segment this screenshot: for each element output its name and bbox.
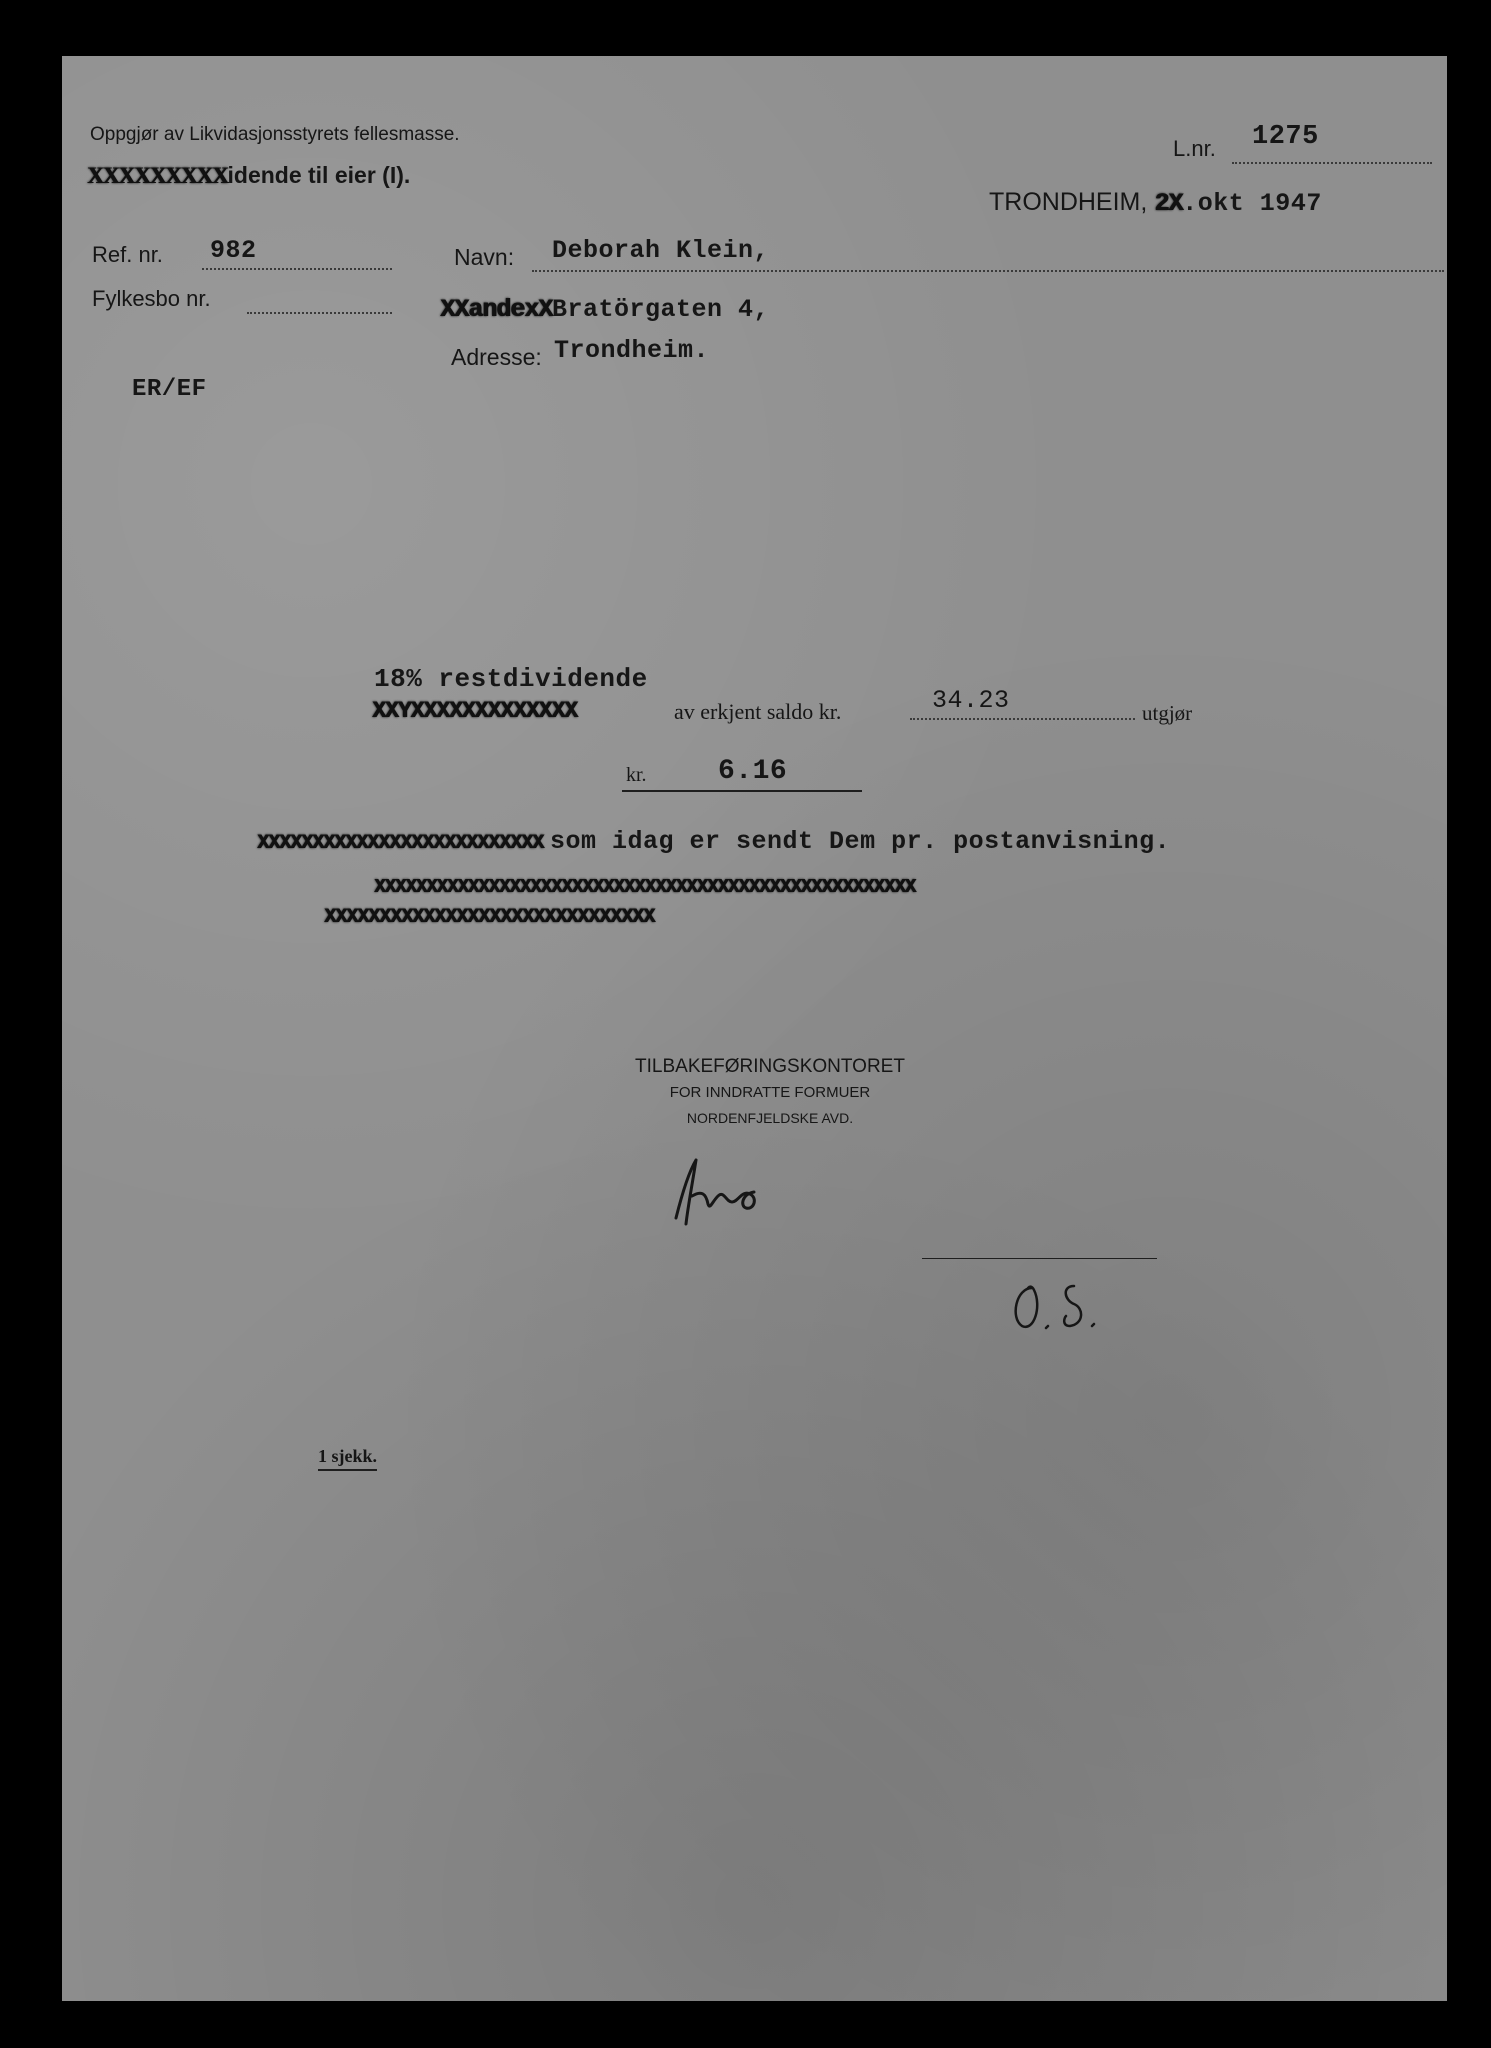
struck-text: XXXXXXXXX: [87, 163, 228, 188]
saldo-label: av erkjent saldo kr.: [674, 699, 842, 724]
enclosure: 1 sjekk.: [318, 1446, 377, 1471]
struck-line: XXXXXXXXXXXXXXXXXXXXXXXXXXXXXXXXXXXXXXXXXXXXXXXXXXXX: [374, 876, 915, 898]
stamp-line-2: FOR INNDRATTE FORMUER: [669, 1084, 871, 1101]
saldo-line: [372, 696, 577, 724]
struck-text: XXYXXXXXXXXXXXXX: [372, 698, 577, 724]
navn-label: Navn:: [454, 244, 515, 270]
initials-signature: [1002, 1268, 1122, 1338]
document-page: [62, 56, 1447, 2001]
postanvisning-text: som idag er sendt Dem pr. postanvisning.: [550, 827, 1171, 856]
lnr-label: L.nr.: [1173, 136, 1216, 161]
dividend-typed: 18% restdividende: [374, 664, 648, 694]
stamp-line-3: NORDENFJELDSKE AVD.: [686, 1110, 854, 1126]
ref-dotted-line: [202, 268, 392, 270]
fylkesbo-label: Fylkesbo nr.: [92, 286, 211, 311]
ref-value: 982: [210, 236, 257, 265]
struck-date: 2X: [1154, 189, 1183, 218]
signature: [662, 1146, 802, 1236]
date: .okt 1947: [1182, 189, 1322, 218]
lnr-dotted-line: [1232, 162, 1432, 164]
saldo-dotted-line: [910, 718, 1135, 720]
kr-label: kr.: [626, 764, 647, 786]
lnr-value: 1275: [1252, 122, 1319, 152]
place: TRONDHEIM,: [989, 188, 1148, 216]
fylkesbo-dotted-line: [247, 312, 392, 314]
document-title: Oppgjør av Likvidasjonsstyrets fellesmasse.: [90, 124, 460, 145]
struck-text: XXXXXXXXXXXXXXXXXXXXXXXXXX: [257, 832, 544, 855]
stamp-line-1: TILBAKEFØRINGSKONTORET: [635, 1056, 905, 1077]
title-line-2-text: idende til eier (I).: [227, 162, 411, 188]
adresse-value: Trondheim.: [554, 336, 710, 365]
kr-value: 6.16: [718, 756, 788, 787]
adresse-label: Adresse:: [451, 344, 542, 370]
utgjor-label: utgjør: [1142, 701, 1193, 725]
navn-dotted-line: [532, 270, 1444, 272]
ref-label: Ref. nr.: [92, 242, 163, 267]
struck-text: XXandexX: [440, 295, 553, 324]
navn-value: Deborah Klein,: [552, 236, 770, 265]
saldo-value: 34.23: [932, 686, 1010, 715]
struck-line: XXXXXXXXXXXXXXXXXXXXXXXXXXXXXX: [324, 906, 655, 929]
signature-line: [922, 1258, 1157, 1259]
kr-underline: [622, 790, 862, 792]
street-value: Bratörgaten 4,: [552, 295, 770, 324]
street-line: [440, 294, 769, 324]
place-date: [989, 188, 1322, 218]
title-line-2: [87, 162, 410, 189]
initials: ER/EF: [132, 376, 207, 403]
postanvisning-line: [257, 826, 1170, 856]
